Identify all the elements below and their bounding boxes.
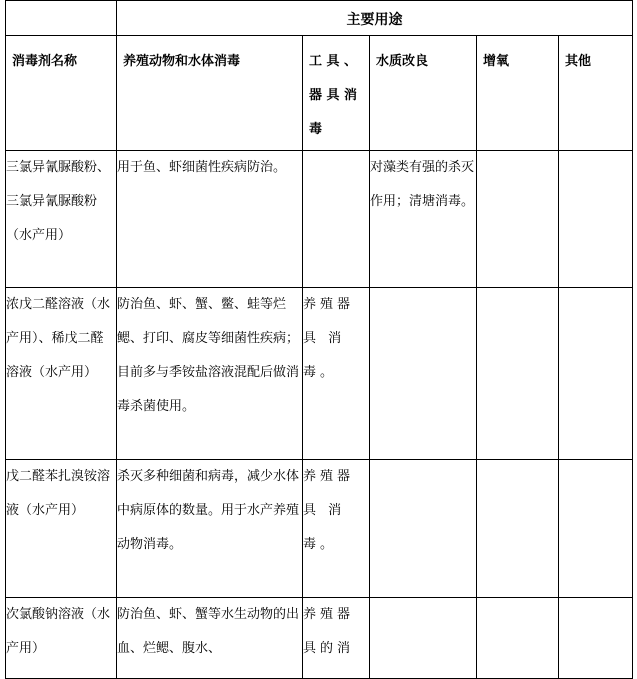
other-cell bbox=[559, 598, 633, 679]
col-header-animal-water: 养殖动物和水体消毒 bbox=[117, 36, 303, 151]
animal-water-cell: 防治鱼、虾、蟹等水生动物的出血、烂鳃、腹水、 bbox=[117, 598, 303, 679]
water-quality-cell bbox=[370, 288, 477, 460]
disinfectant-name: 次氯酸钠溶液（水产用） bbox=[6, 598, 117, 679]
table-row bbox=[6, 151, 633, 288]
oxygen-cell bbox=[477, 151, 559, 288]
disinfectant-name: 浓戊二醛溶液（水产用）、稀戊二醛溶液（水产用） bbox=[6, 288, 117, 460]
col-header-water-quality: 水质改良 bbox=[370, 36, 477, 151]
animal-water-cell: 防治鱼、虾、蟹、鳖、蛙等烂鳃、打印、腐皮等细菌性疾病；目前多与季铵盐溶液混配后做消毒杀菌使用。 bbox=[117, 288, 303, 460]
disinfectant-name: 三氯异氰脲酸粉、三氯异氰脲酸粉（水产用） bbox=[6, 151, 117, 288]
tools-cell: 养殖器具 消毒。 bbox=[303, 460, 370, 598]
col-header-tools: 工 具 、器 具 消毒 bbox=[303, 36, 370, 151]
table-row bbox=[6, 288, 633, 460]
animal-water-cell: 用于鱼、虾细菌性疾病防治。 bbox=[117, 151, 303, 288]
tools-cell bbox=[303, 151, 370, 288]
water-quality-cell bbox=[370, 598, 477, 679]
other-cell bbox=[559, 288, 633, 460]
tools-cell: 养殖器具 消毒。 bbox=[303, 288, 370, 460]
oxygen-cell bbox=[477, 460, 559, 598]
header-row bbox=[6, 36, 633, 151]
col-header-other: 其他 bbox=[559, 36, 633, 151]
water-quality-cell: 对藻类有强的杀灭作用；清塘消毒。 bbox=[370, 151, 477, 288]
header-empty-cell bbox=[6, 1, 117, 36]
tools-cell: 养殖器具的消 bbox=[303, 598, 370, 679]
disinfectant-usage-table bbox=[5, 0, 633, 679]
oxygen-cell bbox=[477, 598, 559, 679]
disinfectant-name: 戊二醛苯扎溴铵溶液（水产用） bbox=[6, 460, 117, 598]
header-row-group bbox=[6, 1, 633, 36]
table-row bbox=[6, 460, 633, 598]
col-header-oxygen: 增氧 bbox=[477, 36, 559, 151]
other-cell bbox=[559, 460, 633, 598]
other-cell bbox=[559, 151, 633, 288]
water-quality-cell bbox=[370, 460, 477, 598]
oxygen-cell bbox=[477, 288, 559, 460]
animal-water-cell: 杀灭多种细菌和病毒，减少水体中病原体的数量。用于水产养殖动物消毒。 bbox=[117, 460, 303, 598]
col-header-name: 消毒剂名称 bbox=[6, 36, 117, 151]
main-use-header: 主要用途 bbox=[117, 1, 633, 36]
table-row bbox=[6, 598, 633, 679]
